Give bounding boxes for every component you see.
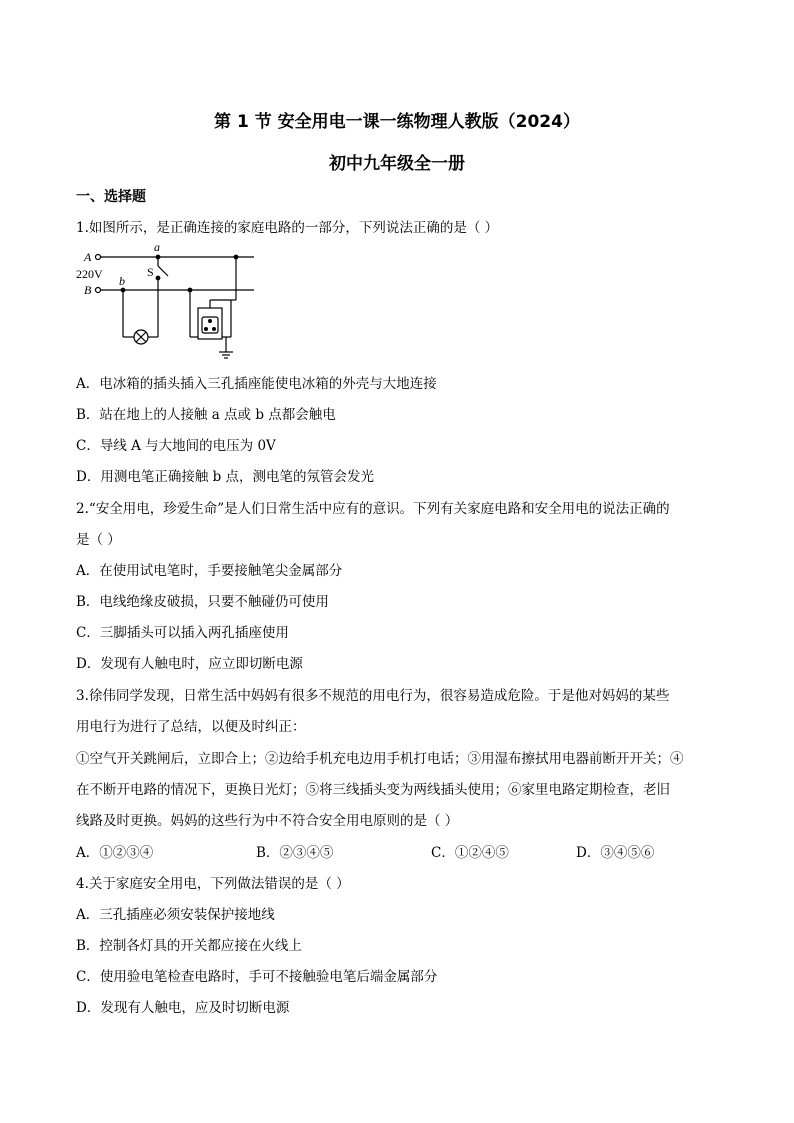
q1-option-d: D．用测电笔正确接触 b 点，测电笔的氖管会发光 xyxy=(76,469,375,485)
q3-option-c: C．①②④⑤ xyxy=(431,845,509,861)
q4-option-a: A．三孔插座必须安装保护接地线 xyxy=(76,907,275,923)
label-voltage: 220V xyxy=(76,267,103,281)
label-point-a: a xyxy=(154,240,160,254)
question-2-stem-cont: 是（ ） xyxy=(76,532,121,548)
q3-option-d: D．③④⑤⑥ xyxy=(576,845,655,861)
question-3-line-4: 在不断开电路的情况下，更换日光灯；⑤将三线插头变为两线插头使用；⑥家里电路定期检查，老旧 xyxy=(76,782,670,798)
q2-option-c: C．三脚插头可以插入两孔插座使用 xyxy=(76,625,289,641)
q4-option-b: B．控制各灯具的开关都应接在火线上 xyxy=(76,938,302,954)
label-switch: S xyxy=(147,265,154,279)
page-title: 第 1 节 安全用电一课一练物理人教版（2024） xyxy=(214,112,580,132)
label-b-line: B xyxy=(84,283,92,297)
label-point-b: b xyxy=(119,274,125,288)
switch-icon xyxy=(158,266,168,276)
question-3-line-3: ①空气开关跳闸后，立即合上；②边给手机充电边用手机打电话；③用湿布擦拭用电器前断开开关；④ xyxy=(76,751,684,767)
label-a-line: A xyxy=(84,250,92,264)
q1-option-a: A．电冰箱的插头插入三孔插座能使电冰箱的外壳与大地连接 xyxy=(76,376,437,392)
q1-option-b: B．站在地上的人接触 a 点或 b 点都会触电 xyxy=(76,407,336,423)
q2-option-a: A．在使用试电笔时，手要接触笔尖金属部分 xyxy=(76,563,343,579)
question-4-stem: 4.关于家庭安全用电，下列做法错误的是（ ） xyxy=(76,876,350,892)
question-3-line-1: 3.徐伟同学发现，日常生活中妈妈有很多不规范的用电行为，很容易造成危险。于是他对妈妈的某些 xyxy=(76,688,670,704)
terminal-b-dot xyxy=(96,288,101,293)
q2-option-d: D．发现有人触电时，应立即切断电源 xyxy=(76,656,303,672)
question-3-line-5: 线路及时更换。妈妈的这些行为中不符合安全用电原则的是（ ） xyxy=(76,813,459,829)
terminal-a-dot xyxy=(96,255,101,260)
q4-option-c: C．使用验电笔检查电路时，手可不接触验电笔后端金属部分 xyxy=(76,969,438,985)
q1-option-c: C．导线 A 与大地间的电压为 0V xyxy=(76,438,276,454)
circuit-diagram xyxy=(76,240,266,365)
q4-option-d: D．发现有人触电，应及时切断电源 xyxy=(76,1000,290,1016)
q3-option-a: A．①②③④ xyxy=(76,845,154,861)
q2-option-b: B．电线绝缘皮破损，只要不触碰仍可使用 xyxy=(76,594,329,610)
page-subtitle: 初中九年级全一册 xyxy=(329,154,465,174)
section-heading: 一、选择题 xyxy=(76,189,146,205)
q3-option-b: B．②③④⑤ xyxy=(256,845,334,861)
question-2-stem: 2.“安全用电，珍爱生命”是人们日常生活中应有的意识。下列有关家庭电路和安全用电的说法正确的 xyxy=(76,501,670,517)
question-1-stem: 1.如图所示，是正确连接的家庭电路的一部分，下列说法正确的是（ ） xyxy=(76,220,499,236)
question-3-line-2: 用电行为进行了总结，以便及时纠正： xyxy=(76,719,306,735)
